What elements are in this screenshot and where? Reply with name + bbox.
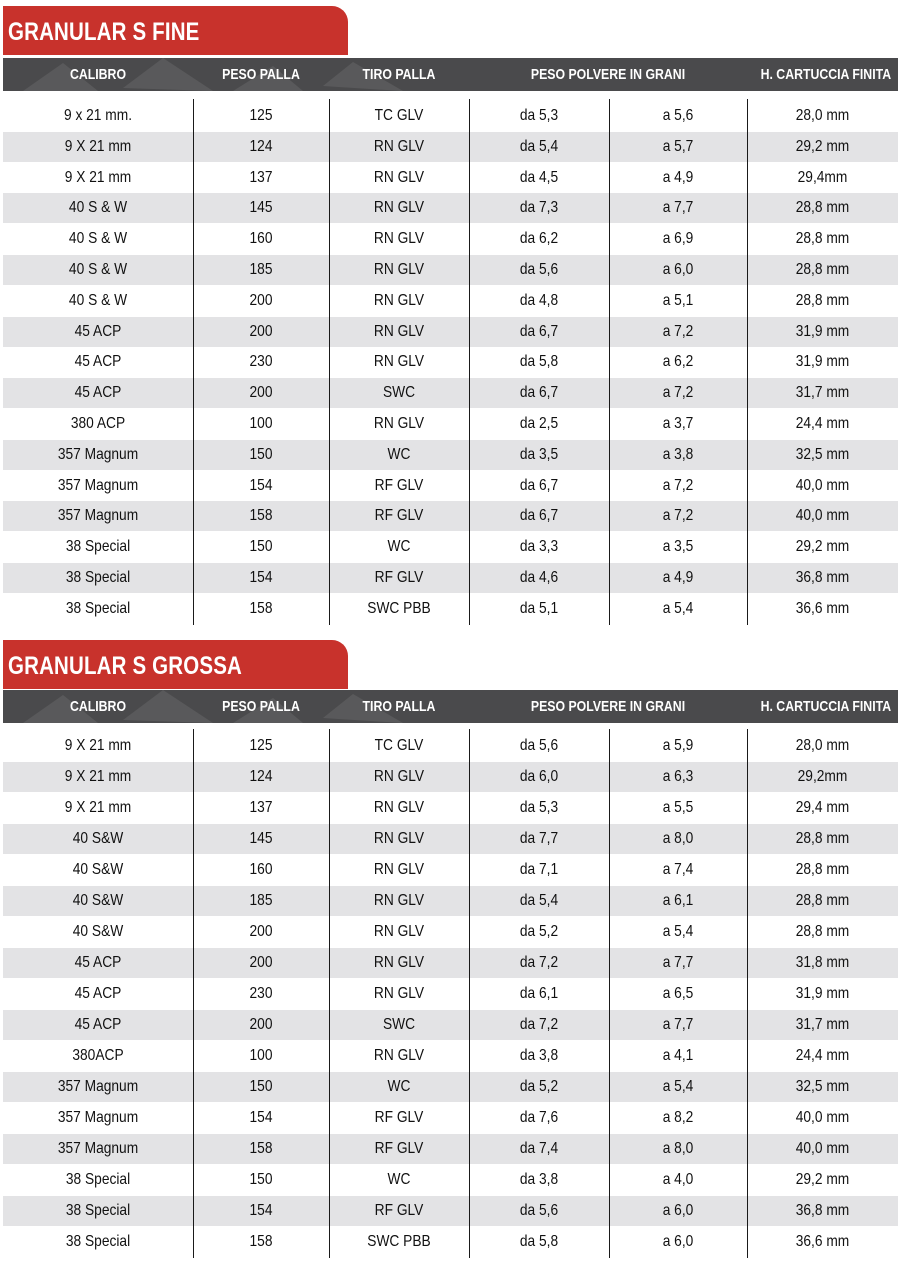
cell-h-cartuccia: 24,4 mm [795,415,850,432]
table-row [3,501,898,531]
table-row [3,440,898,470]
cell-peso-palla: 137 [249,799,273,816]
cell-polvere-da: da 4,5 [519,168,559,186]
cell-h-cartuccia: 40,0 mm [795,1140,850,1157]
cell-h-cartuccia: 29,4 mm [795,799,850,816]
cell-calibro: 357 Magnum [57,1140,139,1157]
cell-polvere-a: a 3,5 [662,538,694,556]
cell-peso-palla: 124 [249,768,273,785]
cell-peso-palla: 200 [249,322,273,340]
table-row [3,224,898,254]
cell-h-cartuccia: 36,6 mm [795,599,850,617]
cell-polvere-da: da 7,2 [519,954,559,971]
column-divider [469,99,470,625]
cell-calibro: 380ACP [72,1047,124,1064]
cell-calibro: 38 Special [65,569,131,586]
cell-tiro-palla: RN GLV [373,230,425,248]
cell-calibro: 40 S&W [72,830,124,847]
cell-polvere-da: da 4,8 [519,291,559,309]
column-divider [193,99,194,625]
cell-calibro: 9 X 21 mm [64,168,132,186]
column-divider [747,729,748,1258]
cell-h-cartuccia: 28,8 mm [795,830,850,847]
cell-polvere-a: a 5,9 [662,737,694,754]
cell-polvere-da: da 6,7 [519,507,559,525]
cell-peso-palla: 200 [249,954,273,971]
cell-polvere-a: a 3,7 [662,415,694,432]
section-title: GRANULAR S FINE [8,18,200,46]
cell-h-cartuccia: 31,9 mm [795,985,850,1002]
cell-h-cartuccia: 36,6 mm [795,1233,850,1250]
section-title-bar [0,640,906,689]
cell-polvere-da: da 6,7 [519,322,559,340]
cell-tiro-palla: RF GLV [374,1140,424,1157]
cell-calibro: 9 X 21 mm [64,768,132,785]
cell-polvere-a: a 5,5 [662,799,694,816]
column-divider [329,729,330,1258]
cell-tiro-palla: RN GLV [373,923,425,940]
cell-polvere-da: da 7,1 [519,861,559,878]
table-row [3,378,898,408]
table-row [3,762,898,792]
table-row [3,979,898,1009]
cell-peso-palla: 200 [249,923,273,940]
table-row [3,1041,898,1071]
column-divider [747,99,748,625]
cell-tiro-palla: RN GLV [373,954,425,971]
cell-peso-palla: 160 [249,230,273,248]
cell-tiro-palla: TC GLV [374,737,424,754]
cell-peso-palla: 150 [249,445,273,463]
cell-polvere-da: da 5,3 [519,799,559,816]
section-title: GRANULAR S GROSSA [8,652,242,680]
column-divider [469,729,470,1258]
table-row [3,731,898,761]
cell-peso-palla: 100 [249,415,273,432]
header-tiro-palla: TIRO PALLA [362,698,436,715]
header-h-cartuccia: H. CARTUCCIA FINITA [760,698,892,715]
cell-polvere-da: da 6,0 [519,768,559,785]
table-row [3,824,898,854]
cell-polvere-da: da 7,6 [519,1109,559,1126]
cell-peso-palla: 185 [249,892,273,909]
cell-polvere-a: a 7,2 [662,476,694,494]
cell-tiro-palla: RN GLV [373,137,425,155]
cell-tiro-palla: RF GLV [374,569,424,586]
table-row [3,409,898,439]
table-row [3,1165,898,1195]
cell-tiro-palla: RN GLV [373,985,425,1002]
cell-polvere-da: da 5,8 [519,1233,559,1250]
cell-peso-palla: 150 [249,538,273,556]
cell-polvere-da: da 3,8 [519,1047,559,1064]
cell-peso-palla: 154 [249,1109,273,1126]
cell-peso-palla: 154 [249,569,273,586]
table-row [3,255,898,285]
cell-polvere-a: a 6,9 [662,230,694,248]
cell-h-cartuccia: 31,7 mm [795,384,850,402]
cell-h-cartuccia: 29,4mm [797,168,848,186]
cell-h-cartuccia: 28,8 mm [795,861,850,878]
cell-peso-palla: 200 [249,384,273,402]
cell-calibro: 40 S & W [68,291,128,309]
cell-calibro: 40 S&W [72,861,124,878]
cell-calibro: 357 Magnum [57,507,139,525]
cell-h-cartuccia: 28,8 mm [795,199,850,217]
cell-h-cartuccia: 29,2 mm [795,538,850,556]
cell-calibro: 357 Magnum [57,445,139,463]
cell-peso-palla: 154 [249,476,273,494]
cell-calibro: 45 ACP [74,985,122,1002]
cell-h-cartuccia: 28,8 mm [795,291,850,309]
cell-calibro: 9 x 21 mm. [63,107,133,124]
cell-polvere-da: da 6,1 [519,985,559,1002]
cell-polvere-a: a 7,4 [662,861,694,878]
cell-peso-palla: 185 [249,261,273,278]
cell-polvere-a: a 7,7 [662,199,694,217]
cell-tiro-palla: RN GLV [373,768,425,785]
cell-polvere-da: da 5,6 [519,261,559,278]
cell-polvere-a: a 7,2 [662,322,694,340]
header-tiro-palla: TIRO PALLA [362,66,436,83]
table-row [3,563,898,593]
table-header [3,690,898,723]
table-row [3,317,898,347]
table-row [3,163,898,193]
cell-polvere-a: a 6,0 [662,1202,694,1219]
cell-tiro-palla: RN GLV [373,291,425,309]
cell-polvere-a: a 7,2 [662,507,694,525]
cell-peso-palla: 124 [249,137,273,155]
cell-polvere-da: da 5,8 [519,353,559,371]
table-row [3,1227,898,1257]
cell-polvere-da: da 4,6 [519,569,559,586]
header-h-cartuccia: H. CARTUCCIA FINITA [760,66,892,83]
cell-h-cartuccia: 28,8 mm [795,923,850,940]
cell-tiro-palla: SWC PBB [367,1233,431,1250]
cell-calibro: 45 ACP [74,384,122,402]
cell-h-cartuccia: 28,0 mm [795,107,850,124]
cell-calibro: 357 Magnum [57,1109,139,1126]
cell-calibro: 45 ACP [74,1016,122,1033]
cell-calibro: 45 ACP [74,954,122,971]
cell-tiro-palla: RN GLV [373,322,425,340]
column-divider [329,99,330,625]
table-row [3,532,898,562]
cell-calibro: 38 Special [65,599,131,617]
cell-calibro: 40 S&W [72,923,124,940]
cell-polvere-a: a 4,1 [662,1047,694,1064]
cell-peso-palla: 200 [249,1016,273,1033]
cell-calibro: 9 X 21 mm [64,737,132,754]
cell-peso-palla: 230 [249,985,273,1002]
cell-h-cartuccia: 28,8 mm [795,892,850,909]
cell-calibro: 40 S & W [68,261,128,278]
cell-peso-palla: 158 [249,599,273,617]
column-divider [609,99,610,625]
header-peso-polvere: PESO POLVERE IN GRANI [530,66,686,83]
table-row [3,471,898,501]
cell-h-cartuccia: 40,0 mm [795,507,850,525]
cell-polvere-a: a 8,0 [662,1140,694,1157]
cell-h-cartuccia: 36,8 mm [795,569,850,586]
cell-polvere-a: a 8,0 [662,830,694,847]
table-row [3,101,898,131]
section-granular-s-fine [0,6,906,617]
header-peso-polvere: PESO POLVERE IN GRANI [530,698,686,715]
table-row [3,1134,898,1164]
cell-peso-palla: 100 [249,1047,273,1064]
cell-calibro: 380 ACP [70,415,126,432]
cell-h-cartuccia: 40,0 mm [795,1109,850,1126]
cell-peso-palla: 125 [249,737,273,754]
cell-polvere-da: da 2,5 [519,415,559,432]
cell-tiro-palla: WC [387,538,411,556]
cell-polvere-a: a 7,2 [662,384,694,402]
table-row [3,132,898,162]
cell-tiro-palla: RF GLV [374,1202,424,1219]
table-row [3,193,898,223]
table-row [3,855,898,885]
cell-polvere-da: da 5,4 [519,892,559,909]
cell-polvere-da: da 7,3 [519,199,559,217]
cell-calibro: 45 ACP [74,322,122,340]
cell-tiro-palla: SWC [382,384,416,402]
cell-peso-palla: 137 [249,168,273,186]
cell-tiro-palla: SWC [382,1016,416,1033]
cell-polvere-a: a 5,4 [662,599,694,617]
cell-polvere-a: a 4,9 [662,569,694,586]
table-row [3,1103,898,1133]
cell-tiro-palla: RN GLV [373,168,425,186]
table-row [3,886,898,916]
header-peso-palla: PESO PALLA [222,698,300,715]
table-row [3,1072,898,1102]
cell-polvere-da: da 5,1 [519,599,559,617]
header-peso-palla: PESO PALLA [222,66,300,83]
cell-polvere-da: da 6,7 [519,384,559,402]
column-divider [193,729,194,1258]
cell-polvere-a: a 6,1 [662,892,694,909]
cell-peso-palla: 158 [249,1140,273,1157]
cell-tiro-palla: RN GLV [373,353,425,371]
cell-polvere-da: da 5,4 [519,137,559,155]
cell-peso-palla: 230 [249,353,273,371]
cell-polvere-da: da 5,3 [519,107,559,124]
cell-polvere-a: a 3,8 [662,445,694,463]
cell-tiro-palla: WC [387,1078,411,1095]
cell-polvere-da: da 5,2 [519,923,559,940]
cell-polvere-a: a 6,3 [662,768,694,785]
cell-h-cartuccia: 32,5 mm [795,1078,850,1095]
table-row [3,917,898,947]
cell-polvere-a: a 5,6 [662,107,694,124]
cell-calibro: 45 ACP [74,353,122,371]
cell-polvere-a: a 5,4 [662,1078,694,1095]
cell-peso-palla: 145 [249,199,273,217]
cell-tiro-palla: WC [387,1171,411,1188]
table-header [3,58,898,91]
cell-calibro: 38 Special [65,1171,131,1188]
cell-polvere-da: da 7,2 [519,1016,559,1033]
cell-h-cartuccia: 28,8 mm [795,261,850,278]
section-title-bar [0,6,906,55]
cell-polvere-da: da 6,7 [519,476,559,494]
cell-tiro-palla: RN GLV [373,261,425,278]
cell-h-cartuccia: 31,9 mm [795,322,850,340]
header-calibro: CALIBRO [69,66,127,83]
cell-tiro-palla: RN GLV [373,199,425,217]
cell-polvere-a: a 4,0 [662,1171,694,1188]
cell-peso-palla: 158 [249,1233,273,1250]
cell-h-cartuccia: 29,2 mm [795,1171,850,1188]
table-row [3,286,898,316]
cell-polvere-da: da 3,8 [519,1171,559,1188]
cell-polvere-a: a 5,7 [662,137,694,155]
cell-tiro-palla: RN GLV [373,415,425,432]
table-row [3,1196,898,1226]
cell-polvere-a: a 6,5 [662,985,694,1002]
cell-peso-palla: 200 [249,291,273,309]
cell-h-cartuccia: 36,8 mm [795,1202,850,1219]
cell-peso-palla: 160 [249,861,273,878]
cell-h-cartuccia: 28,0 mm [795,737,850,754]
section-granular-s-grossa [0,640,906,1250]
cell-polvere-a: a 4,9 [662,168,694,186]
cell-polvere-a: a 6,2 [662,353,694,371]
cell-calibro: 40 S & W [68,199,128,217]
table-row [3,1010,898,1040]
cell-calibro: 40 S & W [68,230,128,248]
cell-polvere-a: a 8,2 [662,1109,694,1126]
cell-polvere-da: da 3,3 [519,538,559,556]
cell-polvere-da: da 7,7 [519,830,559,847]
cell-tiro-palla: RF GLV [374,507,424,525]
cell-calibro: 40 S&W [72,892,124,909]
cell-calibro: 38 Special [65,538,131,556]
cell-polvere-da: da 5,6 [519,737,559,754]
cell-polvere-da: da 6,2 [519,230,559,248]
cell-h-cartuccia: 31,8 mm [795,954,850,971]
cell-polvere-a: a 7,7 [662,954,694,971]
table-row [3,594,898,624]
cell-tiro-palla: WC [387,445,411,463]
cell-polvere-a: a 5,1 [662,291,694,309]
cell-h-cartuccia: 29,2mm [797,768,848,785]
cell-calibro: 38 Special [65,1233,131,1250]
cell-peso-palla: 145 [249,830,273,847]
cell-tiro-palla: RN GLV [373,861,425,878]
cell-polvere-da: da 3,5 [519,445,559,463]
cell-h-cartuccia: 40,0 mm [795,476,850,494]
cell-polvere-da: da 5,6 [519,1202,559,1219]
cell-calibro: 357 Magnum [57,1078,139,1095]
cell-h-cartuccia: 31,7 mm [795,1016,850,1033]
table-row [3,948,898,978]
cell-tiro-palla: RN GLV [373,830,425,847]
cell-polvere-a: a 6,0 [662,1233,694,1250]
cell-calibro: 9 X 21 mm [64,799,132,816]
cell-polvere-a: a 6,0 [662,261,694,278]
cell-tiro-palla: RF GLV [374,1109,424,1126]
cell-tiro-palla: RN GLV [373,892,425,909]
header-calibro: CALIBRO [69,698,127,715]
cell-h-cartuccia: 32,5 mm [795,445,850,463]
cell-tiro-palla: SWC PBB [367,599,431,617]
cell-tiro-palla: RN GLV [373,799,425,816]
cell-tiro-palla: RN GLV [373,1047,425,1064]
cell-peso-palla: 125 [249,107,273,124]
cell-peso-palla: 158 [249,507,273,525]
cell-h-cartuccia: 31,9 mm [795,353,850,371]
cell-peso-palla: 154 [249,1202,273,1219]
cell-polvere-a: a 5,4 [662,923,694,940]
cell-polvere-a: a 7,7 [662,1016,694,1033]
cell-h-cartuccia: 28,8 mm [795,230,850,248]
cell-peso-palla: 150 [249,1078,273,1095]
cell-calibro: 38 Special [65,1202,131,1219]
column-divider [609,729,610,1258]
cell-peso-palla: 150 [249,1171,273,1188]
cell-polvere-da: da 5,2 [519,1078,559,1095]
cell-polvere-da: da 7,4 [519,1140,559,1157]
cell-tiro-palla: RF GLV [374,476,424,494]
cell-tiro-palla: TC GLV [374,107,424,124]
table-row [3,793,898,823]
cell-h-cartuccia: 24,4 mm [795,1047,850,1064]
cell-calibro: 357 Magnum [57,476,139,494]
cell-calibro: 9 X 21 mm [64,137,132,155]
table-row [3,347,898,377]
cell-h-cartuccia: 29,2 mm [795,137,850,155]
